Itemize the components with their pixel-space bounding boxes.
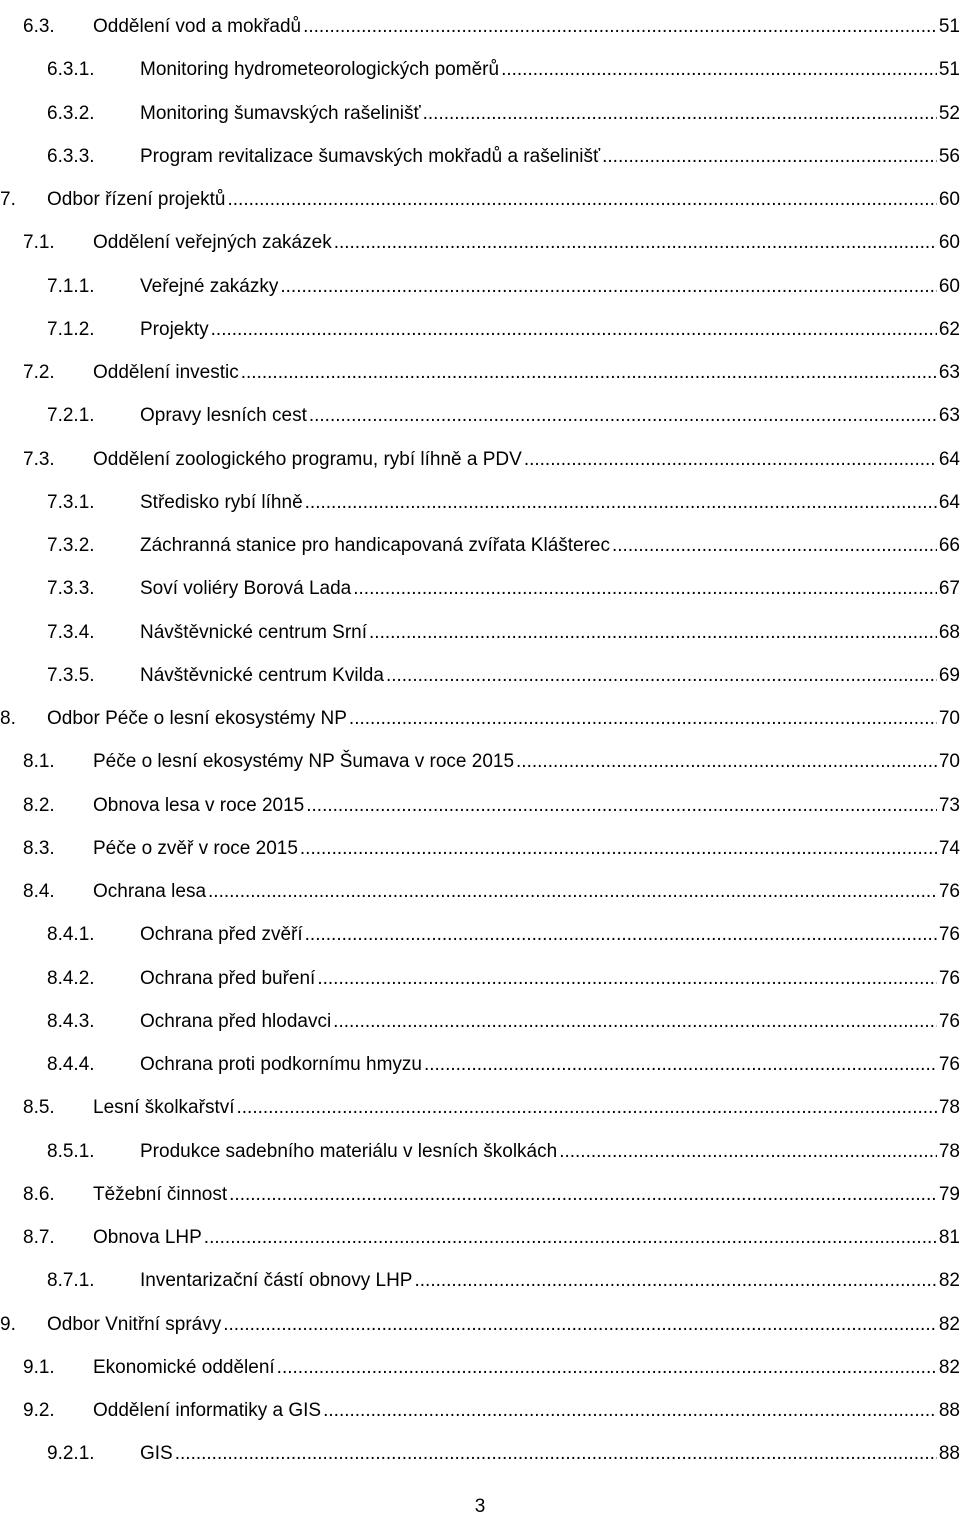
toc-entry-number: 8.4.3. [47,1011,95,1032]
toc-entry-title: Návštěvnické centrum Kvilda [140,665,384,686]
toc-entry-number: 9. [0,1314,16,1335]
toc-entry[interactable] [0,1007,960,1037]
toc-entry-page: 70 [938,751,960,772]
toc-entry[interactable] [0,445,960,475]
toc-entry-line [93,747,960,777]
toc-entry-number: 8.4.2. [47,968,95,989]
toc-entry-line [140,1439,960,1469]
toc-entry-number: 8.4. [23,881,55,902]
dot-leader [304,791,937,821]
toc-entry-number: 7.2.1. [47,405,95,426]
toc-entry[interactable] [0,834,960,864]
toc-entry[interactable] [0,315,960,345]
toc-entry[interactable] [0,531,960,561]
toc-entry-page: 63 [938,362,960,383]
toc-entry[interactable] [0,618,960,648]
toc-entry-title: GIS [140,1443,173,1464]
toc-entry-line [93,1396,960,1426]
toc-entry-title: Monitoring šumavských rašelinišť [140,103,421,124]
dot-leader [412,1266,936,1296]
toc-entry-page: 78 [938,1097,960,1118]
toc-entry-title: Oddělení informatiky a GIS [93,1400,322,1421]
toc-entry[interactable] [0,1223,960,1253]
toc-entry-title: Ochrana proti podkornímu hmyzu [140,1054,422,1075]
toc-entry-line [140,1137,960,1167]
dot-leader [173,1439,937,1469]
toc-entry-title: Inventarizační částí obnovy LHP [140,1270,413,1291]
toc-entry[interactable] [0,272,960,302]
toc-entry-line [93,1353,960,1383]
toc-entry-title: Program revitalizace šumavských mokřadů a rašelinišť [140,146,601,167]
toc-entry[interactable] [0,877,960,907]
toc-entry-line [47,704,960,734]
toc-entry-title: Opravy lesních cest [140,405,307,426]
toc-entry-line [140,315,960,345]
toc-entry-line [93,1093,960,1123]
toc-entry-line [140,401,960,431]
toc-entry-line [140,1266,960,1296]
toc-entry-page: 78 [938,1141,960,1162]
toc-entry-line [93,12,960,42]
dot-leader [235,1093,937,1123]
toc-entry-title: Ekonomické oddělení [93,1357,275,1378]
toc-entry-page: 62 [938,319,960,340]
dot-leader [202,1223,937,1253]
toc-entry-page: 67 [938,578,960,599]
toc-entry[interactable] [0,1050,960,1080]
dot-leader [275,1353,937,1383]
toc-entry-title: Odbor řízení projektů [47,189,226,210]
dot-leader [221,1310,937,1340]
toc-entry-number: 7.3.5. [47,665,95,686]
dot-leader [347,704,937,734]
toc-entry-title: Soví voliéry Borová Lada [140,578,352,599]
dot-leader [557,1137,937,1167]
toc-entry-number: 7.3.3. [47,578,95,599]
toc-entry-number: 6.3.1. [47,59,95,80]
toc-entry-number: 7.2. [23,362,55,383]
toc-entry[interactable] [0,1396,960,1426]
dot-leader [307,401,937,431]
toc-entry-page: 64 [938,492,960,513]
toc-entry-title: Oddělení veřejných zakázek [93,232,332,253]
dot-leader [610,531,937,561]
toc-entry[interactable] [0,747,960,777]
toc-entry-line [140,920,960,950]
toc-entry[interactable] [0,964,960,994]
dot-leader [227,1180,937,1210]
toc-entry-title: Monitoring hydrometeorologických poměrů [140,59,500,80]
toc-entry-number: 8.6. [23,1184,55,1205]
toc-entry-title: Lesní školkařství [93,1097,235,1118]
dot-leader [321,1396,937,1426]
toc-entry[interactable] [0,704,960,734]
toc-entry-title: Oddělení zoologického programu, rybí líhně a PDV [93,449,522,470]
toc-entry-number: 8.2. [23,795,55,816]
toc-entry-title: Ochrana před hlodavci [140,1011,332,1032]
toc-entry-line [93,358,960,388]
toc-entry[interactable] [0,574,960,604]
toc-entry-page: 82 [938,1314,960,1335]
toc-entry-line [93,877,960,907]
toc-entry-title: Veřejné zakázky [140,276,279,297]
toc-entry[interactable] [0,1266,960,1296]
toc-entry-title: Ochrana před buření [140,968,316,989]
toc-entry-page: 73 [938,795,960,816]
toc-entry-line [93,228,960,258]
toc-entry[interactable] [0,1439,960,1469]
dot-leader [522,445,937,475]
toc-entry-title: Středisko rybí líhně [140,492,303,513]
toc-entry-page: 52 [938,103,960,124]
dot-leader [384,661,937,691]
toc-entry[interactable] [0,142,960,172]
toc-entry-page: 76 [938,881,960,902]
toc-entry-line [140,618,960,648]
toc-entry[interactable] [0,55,960,85]
toc-entry-title: Návštěvnické centrum Srní [140,622,368,643]
toc-entry[interactable] [0,661,960,691]
toc-entry-line [47,1310,960,1340]
toc-entry-number: 6.3. [23,16,55,37]
toc-entry-page: 76 [938,968,960,989]
toc-entry-line [93,791,960,821]
toc-entry[interactable] [0,12,960,42]
toc-entry-number: 7.3.2. [47,535,95,556]
dot-leader [315,964,937,994]
dot-leader [499,55,937,85]
toc-entry[interactable] [0,1310,960,1340]
dot-leader [278,272,937,302]
toc-entry-title: Projekty [140,319,209,340]
toc-entry-line [140,964,960,994]
toc-entry-title: Oddělení vod a mokřadů [93,16,302,37]
toc-entry-number: 8.5. [23,1097,55,1118]
dot-leader [332,228,937,258]
toc-entry-number: 8.5.1. [47,1141,95,1162]
toc-entry-number: 7.1. [23,232,55,253]
toc-entry-page: 79 [938,1184,960,1205]
toc-entry-page: 69 [938,665,960,686]
toc-entry-line [140,531,960,561]
toc-entry-number: 7. [0,189,16,210]
dot-leader [351,574,937,604]
toc-entry-line [93,445,960,475]
toc-entry-page: 76 [938,1011,960,1032]
dot-leader [331,1007,937,1037]
toc-entry[interactable] [0,488,960,518]
toc-entry-number: 9.1. [23,1357,55,1378]
dot-leader [600,142,937,172]
toc-entry-title: Odbor Péče o lesní ekosystémy NP [47,708,347,729]
dot-leader [209,315,937,345]
toc-entry-page: 66 [938,535,960,556]
dot-leader [301,12,937,42]
toc-entry-title: Odbor Vnitřní správy [47,1314,222,1335]
toc-entry-page: 51 [938,16,960,37]
toc-entry-line [140,99,960,129]
toc-entry-line [140,488,960,518]
dot-leader [303,488,937,518]
toc-entry-page: 64 [938,449,960,470]
toc-entry[interactable] [0,358,960,388]
toc-entry[interactable] [0,99,960,129]
toc-entry-number: 7.3. [23,449,55,470]
toc-entry-page: 60 [938,189,960,210]
toc-entry-line [93,1223,960,1253]
dot-leader [298,834,937,864]
toc-entry-number: 7.1.1. [47,276,95,297]
toc-entry-page: 56 [938,146,960,167]
toc-entry-line [140,1007,960,1037]
toc-entry-line [140,1050,960,1080]
toc-entry-title: Péče o lesní ekosystémy NP Šumava v roce 2015 [93,751,515,772]
toc-entry-title: Záchranná stanice pro handicapovaná zvířata Klášterec [140,535,610,556]
dot-leader [514,747,937,777]
toc-entry-number: 6.3.3. [47,146,95,167]
toc-entry-page: 68 [938,622,960,643]
toc-entry-page: 74 [938,838,960,859]
toc-entry-number: 9.2. [23,1400,55,1421]
dot-leader [367,618,937,648]
toc-entry-number: 7.3.4. [47,622,95,643]
dot-leader [303,920,937,950]
toc-entry[interactable] [0,228,960,258]
toc-entry-number: 8.4.4. [47,1054,95,1075]
toc-entry-page: 82 [938,1357,960,1378]
toc-entry-number: 8. [0,708,16,729]
toc-entry-title: Obnova lesa v roce 2015 [93,795,305,816]
toc-entry[interactable] [0,1093,960,1123]
toc-entry-number: 8.3. [23,838,55,859]
toc-entry-title: Ochrana před zvěří [140,924,303,945]
toc-entry-number: 7.1.2. [47,319,95,340]
toc-entry[interactable] [0,791,960,821]
toc-entry-title: Péče o zvěř v roce 2015 [93,838,298,859]
toc-entry[interactable] [0,1180,960,1210]
toc-entry-line [140,272,960,302]
toc-entry-title: Oddělení investic [93,362,239,383]
toc-entry-page: 63 [938,405,960,426]
toc-entry-line [93,834,960,864]
toc-entry[interactable] [0,1353,960,1383]
toc-entry-number: 8.4.1. [47,924,95,945]
toc-entry-title: Ochrana lesa [93,881,207,902]
toc-entry-line [140,142,960,172]
toc-entry[interactable] [0,401,960,431]
toc-entry-title: Obnova LHP [93,1227,202,1248]
toc-entry-page: 51 [938,59,960,80]
toc-entry-number: 7.3.1. [47,492,95,513]
toc-entry-number: 8.1. [23,751,55,772]
toc-entry-title: Produkce sadebního materiálu v lesních školkách [140,1141,558,1162]
toc-entry-page: 76 [938,924,960,945]
toc-entry-page: 81 [938,1227,960,1248]
toc-entry-number: 8.7. [23,1227,55,1248]
toc-entry-page: 60 [938,276,960,297]
dot-leader [239,358,937,388]
page-number: 3 [474,1496,486,1517]
toc-entry[interactable] [0,185,960,215]
toc-entry-title: Těžební činnost [93,1184,228,1205]
toc-entry-line [140,661,960,691]
toc-entry-number: 6.3.2. [47,103,95,124]
toc-entry-page: 60 [938,232,960,253]
toc-entry-number: 9.2.1. [47,1443,95,1464]
toc-entry-page: 82 [938,1270,960,1291]
toc-entry-page: 88 [938,1400,960,1421]
toc-entry-number: 8.7.1. [47,1270,95,1291]
toc-entry-line [140,55,960,85]
toc-entry[interactable] [0,920,960,950]
toc-entry-line [140,574,960,604]
toc-entry-line [93,1180,960,1210]
dot-leader [421,99,937,129]
toc-entry-line [47,185,960,215]
toc-entry-page: 70 [938,708,960,729]
toc-entry[interactable] [0,1137,960,1167]
toc-entry-page: 88 [938,1443,960,1464]
dot-leader [225,185,936,215]
dot-leader [206,877,937,907]
toc-entry-page: 76 [938,1054,960,1075]
dot-leader [422,1050,937,1080]
